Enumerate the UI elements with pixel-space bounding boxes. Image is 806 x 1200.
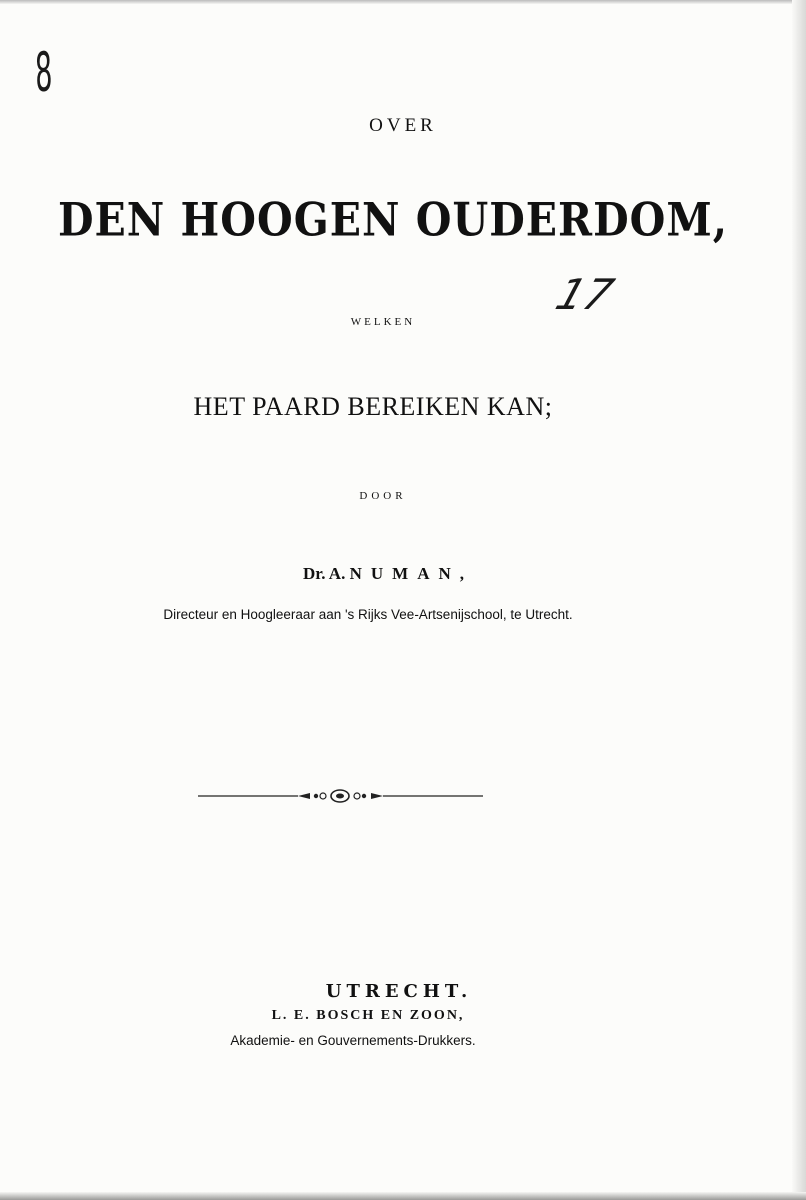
publisher-name: L. E. BOSCH EN ZOON, [271, 1008, 465, 1023]
page-edge-bottom [0, 1192, 806, 1200]
page-edge-right [792, 0, 806, 1200]
handwritten-number-8: 8 [34, 39, 54, 105]
title-welken: WELKEN [350, 316, 416, 328]
author-prefix: Dr. A. [302, 564, 346, 583]
handwritten-number-17: 17 [550, 270, 620, 319]
author-name: NUMAN, [349, 564, 473, 583]
imprint-city: UTRECHT. [325, 981, 473, 1002]
author-affiliation: Directeur en Hoogleeraar aan 's Rijks Vee-Artsenijschool, te Utrecht. [163, 607, 573, 622]
title-door: DOOR [359, 490, 407, 502]
page-edge-top [0, 0, 806, 4]
author [0, 564, 791, 584]
main-title: DEN HOOGEN OUDERDOM, [57, 193, 728, 247]
title-over: OVER [369, 115, 437, 136]
ornament-rule [198, 786, 483, 806]
subtitle: HET PAARD BEREIKEN KAN; [193, 392, 553, 421]
publisher-description: Akademie- en Gouvernements-Drukkers. [230, 1033, 476, 1048]
